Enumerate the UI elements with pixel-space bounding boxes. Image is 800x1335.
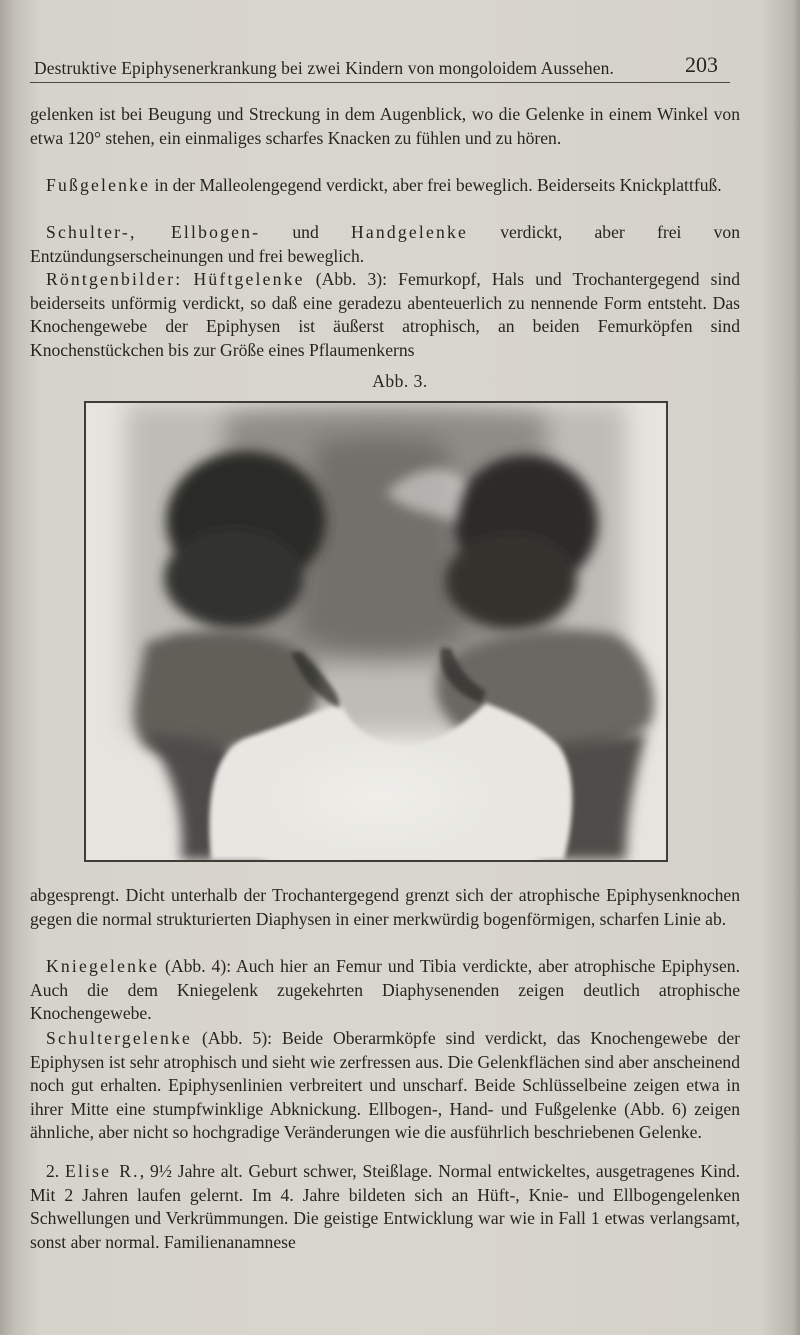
paragraph-ankles (30, 174, 740, 198)
paragraph-upper-joints-text: verdickt, aber frei von Entzündungserscheinungen und frei beweglich. (30, 222, 741, 266)
paragraph-case-two-text: , 9½ Jahre alt. Geburt schwer, Steißlage. Normal entwickeltes, ausgetragenes Kind. Mit 2 Jahren laufen gelernt. Im 4. Jahre bildeten sich an Hüft-, Knie- und Ellbogengelenken Schwellungen und Verkrümmungen. Die geistige Entwicklung war wie in Fall 1 etwas verlangsamt, sonst aber normal. Familienanamnese (30, 1161, 740, 1252)
paragraph-knees (30, 955, 740, 1026)
paragraph-xray-hips-text: (Abb. 3): Femurkopf, Hals und Trochantergegend sind beiderseits unförmig verdickt, so daß eine geradezu abenteuerlich zu nennende Form entsteht. Das Knochengewebe der Epiphysen ist äußerst atrophisch, an beiden Femurköpfen sind Knochenstückchen bis zur Größe eines Pflaumenkerns (30, 269, 740, 360)
paragraph-knees-text: (Abb. 4): Auch hier an Femur und Tibia verdickte, aber atrophische Epiphysen. Auch die dem Kniegelenk zugekehrten Diaphysenenden zeigen deutlich atrophische Knochengewebe. (30, 956, 740, 1024)
space-text (182, 269, 193, 289)
figure-caption: Abb. 3. (372, 371, 428, 391)
spaced-heading-shoulder-elbow: Schulter-, Ellbogen- (46, 222, 261, 242)
running-header (30, 52, 730, 83)
running-title: Destruktive Epiphysenerkrankung bei zwei Kindern von mongoloidem Aussehen. (34, 58, 614, 78)
paragraph-xray-hips (30, 268, 740, 362)
spaced-heading-hips: Hüftgelenke (193, 269, 305, 289)
connector-text: und (260, 222, 351, 242)
case-number: 2. (46, 1161, 66, 1181)
paragraph-epiphysis-line: abgesprengt. Dicht unterhalb der Trochantergegend grenzt sich der atrophische Epiphysenknochen gegen die normal strukturierten Diaphysen in einer merkwürdig bogenförmigen, scharfen Linie ab. (30, 885, 740, 929)
spaced-heading-xray: Röntgenbilder: (46, 269, 183, 289)
xray-image (86, 403, 666, 860)
paragraph-knee-crack: gelenken ist bei Beugung und Streckung in dem Augenblick, wo die Gelenke in einem Winkel von etwa 120° stehen, ein einmaliges scharfes Knacken zu fühlen und zu hören. (30, 104, 740, 148)
page-number: 203 (685, 52, 718, 77)
paragraph-shoulders-text: (Abb. 5): Beide Oberarmköpfe sind verdickt, das Knochengewebe der Epiphysen ist sehr atrophisch und sieht wie zerfressen aus. Die Gelenkflächen sind aber anscheinend noch gut erhalten. Epiphysenlinien verbreitert und unscharf. Beide Schlüsselbeine zeigen etwa in ihrer Mitte eine stumpfwinklige Abknickung. Ellbogen-, Hand- und Fußgelenke (Abb. 6) zeigen ähnliche, aber nicht so hochgradige Veränderungen wie die ausführlich beschriebenen Gelenke. (30, 1028, 740, 1143)
xray-figure (84, 401, 668, 862)
spaced-heading-shoulders: Schultergelenke (46, 1028, 193, 1048)
paragraph-case-two (30, 1160, 740, 1254)
paragraph-ankles-text: in der Malleolengegend verdickt, aber frei beweglich. Beiderseits Knickplattfuß. (150, 175, 722, 195)
spaced-heading-knees: Kniegelenke (46, 956, 160, 976)
paragraph-shoulders (30, 1027, 740, 1145)
spaced-heading-ankles: Fußgelenke (46, 175, 151, 195)
paragraph-upper-joints (30, 221, 740, 268)
spaced-heading-patient: Elise R. (65, 1161, 140, 1181)
spaced-heading-hand: Handgelenke (350, 222, 468, 242)
